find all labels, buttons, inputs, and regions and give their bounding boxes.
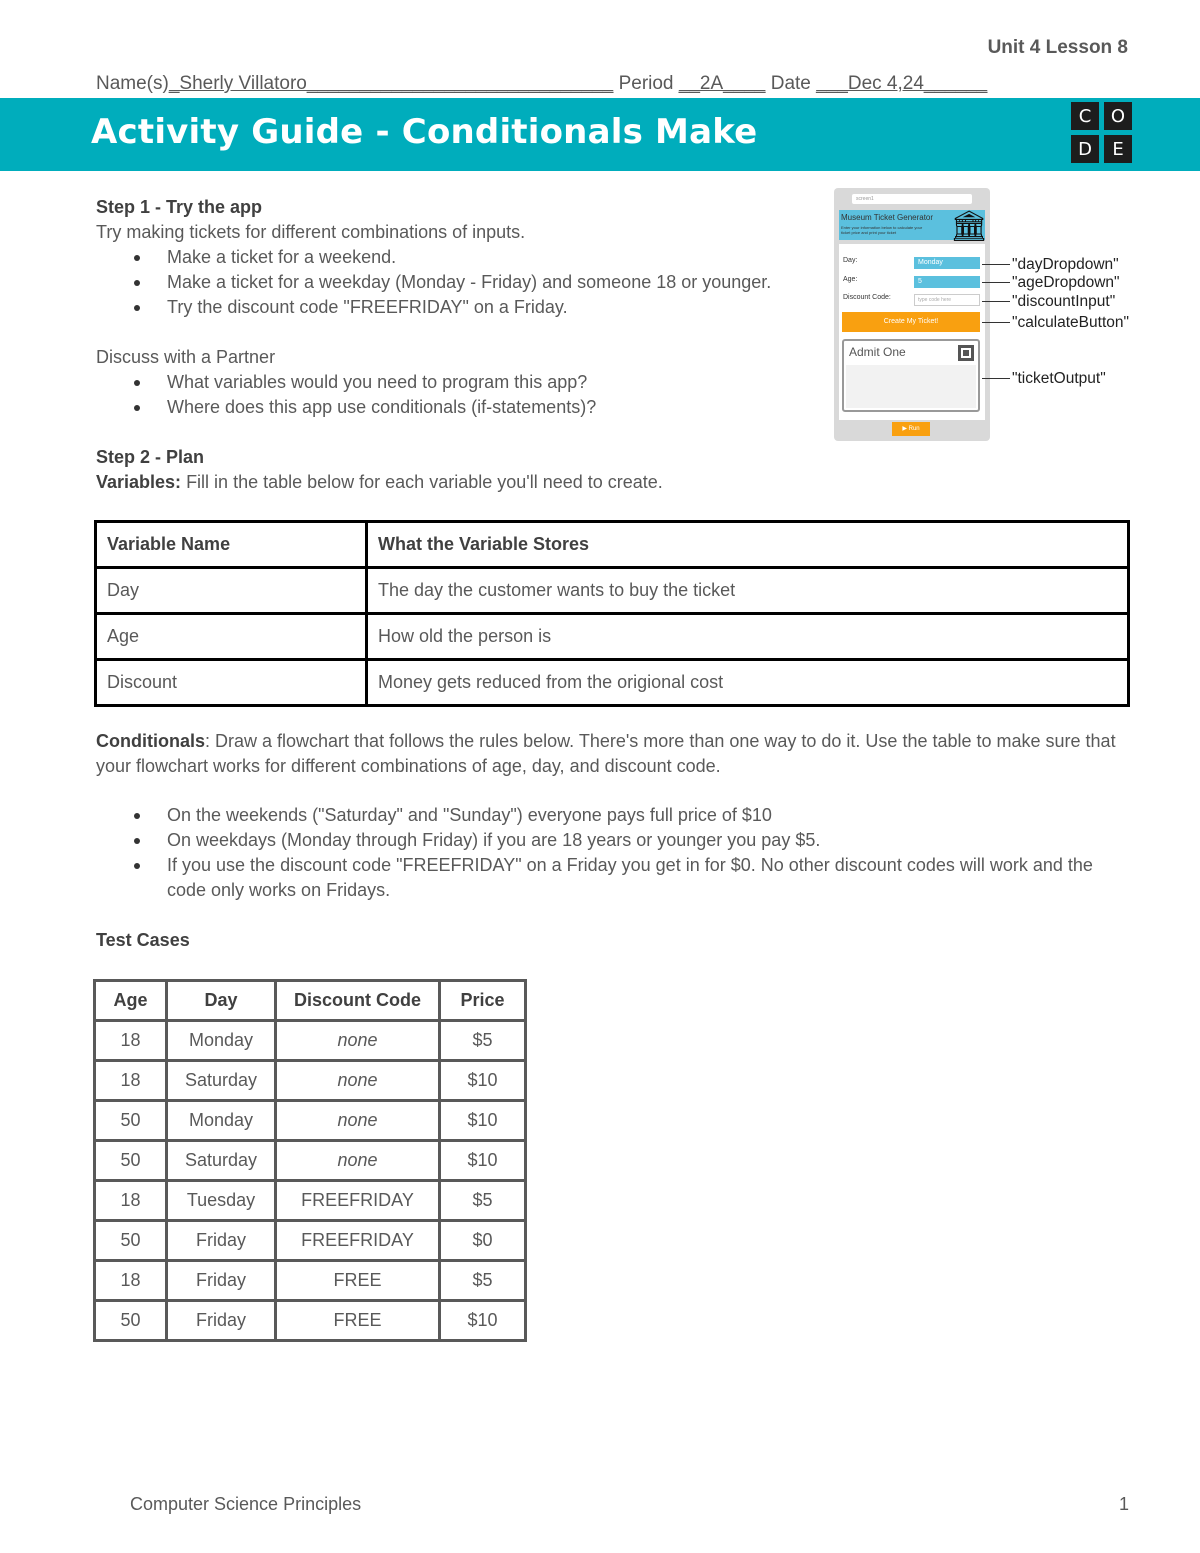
app-day-dropdown: Monday xyxy=(914,257,980,269)
step1-intro: Try making tickets for different combinations of inputs. xyxy=(96,222,526,242)
table-cell: Monday xyxy=(167,1101,276,1141)
table-row xyxy=(95,1021,526,1061)
museum-icon: 🏛 xyxy=(950,210,989,243)
logo-letter: C xyxy=(1071,102,1099,130)
table-cell: $5 xyxy=(440,1261,526,1301)
logo-letter: E xyxy=(1104,135,1132,163)
table-cell: 18 xyxy=(95,1261,167,1301)
table-header-cell: Price xyxy=(440,981,526,1021)
table-cell: Saturday xyxy=(167,1061,276,1101)
list-item: What variables would you need to program this app? xyxy=(96,370,1128,395)
table-row xyxy=(95,1141,526,1181)
table-cell: FREEFRIDAY xyxy=(276,1181,440,1221)
table-cell: 18 xyxy=(95,1061,167,1101)
list-item: On the weekends ("Saturday" and "Sunday") everyone pays full price of $10 xyxy=(96,803,1128,828)
app-calculate-button: Create My Ticket! xyxy=(842,312,980,332)
table-cell: 50 xyxy=(95,1301,167,1341)
callout-day-dropdown: "dayDropdown" xyxy=(1012,256,1119,273)
table-row xyxy=(95,1101,526,1141)
table-cell: 50 xyxy=(95,1141,167,1181)
table-cell[interactable]: Day xyxy=(96,568,367,614)
table-header-cell: Day xyxy=(167,981,276,1021)
ticket-admit-text: Admit One xyxy=(849,345,906,359)
date-label: Date xyxy=(770,73,811,94)
callout-ticket-output: "ticketOutput" xyxy=(1012,370,1106,387)
list-item: On weekdays (Monday through Friday) if you are 18 years or younger you pay $5. xyxy=(96,828,1128,853)
variables-table xyxy=(94,520,1130,707)
list-item: Try the discount code "FREEFRIDAY" on a Friday. xyxy=(96,295,786,320)
footer-page-number: 1 xyxy=(1119,1494,1130,1514)
table-row xyxy=(96,660,1129,706)
list-item: Make a ticket for a weekday (Monday - Friday) and someone 18 or younger. xyxy=(96,270,786,295)
app-discount-input: type code here xyxy=(914,294,980,306)
table-cell: Saturday xyxy=(167,1141,276,1181)
app-title: Museum Ticket Generator xyxy=(841,213,934,222)
table-header-cell: What the Variable Stores xyxy=(367,522,1129,568)
table-header-row xyxy=(95,981,526,1021)
callout-line xyxy=(982,282,1010,283)
footer-course: Computer Science Principles xyxy=(130,1494,362,1514)
app-ticket-output xyxy=(842,339,980,412)
table-cell: none xyxy=(276,1061,440,1101)
name-period-date-line xyxy=(96,73,987,95)
table-cell: $10 xyxy=(440,1061,526,1101)
logo-letter: D xyxy=(1071,135,1099,163)
table-cell[interactable]: Money gets reduced from the origional cost xyxy=(367,660,1129,706)
table-cell: none xyxy=(276,1021,440,1061)
app-run-button: ▶ Run xyxy=(892,422,930,436)
callout-line xyxy=(982,322,1010,323)
table-cell: $0 xyxy=(440,1221,526,1261)
qr-code-icon xyxy=(958,345,974,361)
title-banner xyxy=(0,98,1200,171)
variables-instruction xyxy=(96,470,1128,495)
rules-list xyxy=(96,803,1128,903)
app-day-label: Day: xyxy=(843,257,858,264)
table-row xyxy=(95,1221,526,1261)
test-cases-table xyxy=(93,979,527,1342)
list-item: Where does this app use conditionals (if-statements)? xyxy=(96,395,1128,420)
table-header-cell: Variable Name xyxy=(96,522,367,568)
callout-age-dropdown: "ageDropdown" xyxy=(1012,274,1120,291)
table-cell[interactable]: How old the person is xyxy=(367,614,1129,660)
table-cell: none xyxy=(276,1141,440,1181)
app-screenshot xyxy=(834,188,990,441)
app-discount-label: Discount Code: xyxy=(843,294,891,301)
table-cell: Friday xyxy=(167,1221,276,1261)
conditionals-text: : Draw a flowchart that follows the rules below. There's more than one way to do it. Use the table to make sure that your flowchart works for different combinations of age, day, and discount code. xyxy=(96,731,1116,776)
table-header-row xyxy=(96,522,1129,568)
table-row xyxy=(95,1301,526,1341)
callout-line xyxy=(982,264,1010,265)
name-label: Name(s) xyxy=(96,73,169,94)
table-cell: Friday xyxy=(167,1301,276,1341)
table-cell[interactable]: Age xyxy=(96,614,367,660)
table-header-cell: Discount Code xyxy=(276,981,440,1021)
table-cell: FREEFRIDAY xyxy=(276,1221,440,1261)
table-cell[interactable]: The day the customer wants to buy the ticket xyxy=(367,568,1129,614)
table-cell: FREE xyxy=(276,1261,440,1301)
conditionals-label: Conditionals xyxy=(96,731,205,751)
table-cell: $5 xyxy=(440,1181,526,1221)
table-cell: Monday xyxy=(167,1021,276,1061)
list-item: Make a ticket for a weekend. xyxy=(96,245,786,270)
callout-line xyxy=(982,301,1010,302)
app-age-label: Age: xyxy=(843,276,858,283)
table-row xyxy=(95,1261,526,1301)
table-cell: 18 xyxy=(95,1021,167,1061)
ticket-text-area xyxy=(846,365,976,408)
table-header-cell: Age xyxy=(95,981,167,1021)
date-field[interactable]: ___Dec 4,24______ xyxy=(816,73,988,94)
table-cell: $10 xyxy=(440,1101,526,1141)
table-cell: $5 xyxy=(440,1021,526,1061)
table-cell: 50 xyxy=(95,1101,167,1141)
table-row xyxy=(95,1181,526,1221)
test-cases-heading: Test Cases xyxy=(96,930,190,950)
period-field[interactable]: __2A____ xyxy=(678,73,766,94)
table-cell: none xyxy=(276,1101,440,1141)
table-row xyxy=(96,568,1129,614)
table-cell: 50 xyxy=(95,1221,167,1261)
unit-lesson-label: Unit 4 Lesson 8 xyxy=(987,37,1128,58)
page-title: Activity Guide - Conditionals Make xyxy=(91,112,758,152)
discuss-heading: Discuss with a Partner xyxy=(96,347,276,367)
variables-text: Fill in the table below for each variable you'll need to create. xyxy=(181,472,663,492)
variables-label: Variables: xyxy=(96,472,182,492)
logo-letter: O xyxy=(1104,102,1132,130)
app-age-dropdown: 5 xyxy=(914,276,980,288)
list-item: If you use the discount code "FREEFRIDAY" on a Friday you get in for $0. No other discount codes will work and the code only works on Fridays. xyxy=(96,853,1128,903)
conditionals-section xyxy=(96,729,1128,953)
table-row xyxy=(96,614,1129,660)
conditionals-instruction xyxy=(96,729,1128,779)
table-cell: 18 xyxy=(95,1181,167,1221)
callout-line xyxy=(982,378,1010,379)
name-field[interactable]: _Sherly Villatoro_____________________________ xyxy=(168,73,614,94)
app-subtitle: Enter your information below to calculate your ticket price and print your ticket xyxy=(841,225,923,235)
step1-bullets xyxy=(96,245,786,320)
period-label: Period xyxy=(618,73,674,94)
table-cell: FREE xyxy=(276,1301,440,1341)
table-cell: $10 xyxy=(440,1141,526,1181)
table-cell: $10 xyxy=(440,1301,526,1341)
step1-heading: Step 1 - Try the app xyxy=(96,197,263,217)
table-row xyxy=(95,1061,526,1101)
table-cell: Friday xyxy=(167,1261,276,1301)
table-cell[interactable]: Discount xyxy=(96,660,367,706)
callout-discount-input: "discountInput" xyxy=(1012,293,1116,310)
app-search-bar: screen1 xyxy=(852,194,972,204)
table-cell: Tuesday xyxy=(167,1181,276,1221)
callout-calculate-button: "calculateButton" xyxy=(1012,314,1129,331)
code-logo xyxy=(1071,102,1135,166)
step2-heading: Step 2 - Plan xyxy=(96,447,205,467)
